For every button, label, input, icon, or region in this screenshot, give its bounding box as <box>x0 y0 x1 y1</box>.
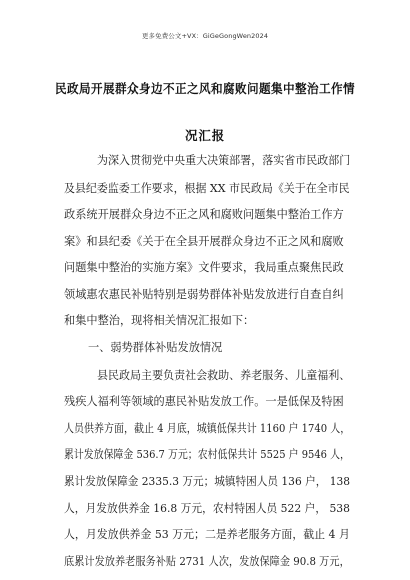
body-line: 和集中整治，现将相关情况汇报如下： <box>64 314 255 327</box>
body-line: 领域惠农惠民补贴特别是弱势群体补贴发放进行自查自纠 <box>64 288 344 301</box>
body-line: 累计发放保障金 536.7 万元；农村低保共计 5525 户 9546 人， <box>64 448 350 461</box>
body-line: 及县纪委监委工作要求，根据 XX 市民政局《关于在全市民 <box>64 182 350 195</box>
body-line: 县民政局主要负责社会救助、养老服务、儿童福利、 <box>97 369 351 382</box>
body-line: 人，月发放供养金 53 万元；二是养老服务方面，截止 4 月 <box>64 528 350 541</box>
body-line: 政系统开展群众身边不正之风和腐败问题集中整治工作方 <box>64 208 344 221</box>
body-line: 为深入贯彻党中央重大决策部署，落实省市民政部门 <box>97 154 351 167</box>
body-line: 底累计发放养老服务补贴 2731 人次，发放保障金 90.8 万元， <box>64 555 350 568</box>
header-note: 更多免费公文+VX：GiGeGongWen2024 <box>141 32 269 40</box>
body-line: 问题集中整治的实施方案》文件要求，我局重点聚焦民政 <box>64 261 344 274</box>
section-heading: 一、弱势群体补贴发放情况 <box>88 341 223 354</box>
body-line: 案》和县纪委《关于在全县开展群众身边不正之风和腐败 <box>64 235 344 248</box>
document-title-line-1: 民政局开展群众身边不正之风和腐败问题集中整治工作情 <box>55 81 356 96</box>
document-title-line-2: 况汇报 <box>185 128 226 143</box>
body-line: 人员供养方面，截止 4 月底，城镇低保共计 1160 户 1740 人， <box>64 422 351 435</box>
body-line: 累计发放保障金 2335.3 万元；城镇特困人员 136 户， 138 <box>64 475 351 488</box>
body-line: 人，月发放供养金 16.8 万元，农村特困人员 522 户， 538 <box>64 502 350 515</box>
body-line: 残疾人福利等领域的惠民补贴发放工作。一是低保及特困 <box>64 395 344 408</box>
